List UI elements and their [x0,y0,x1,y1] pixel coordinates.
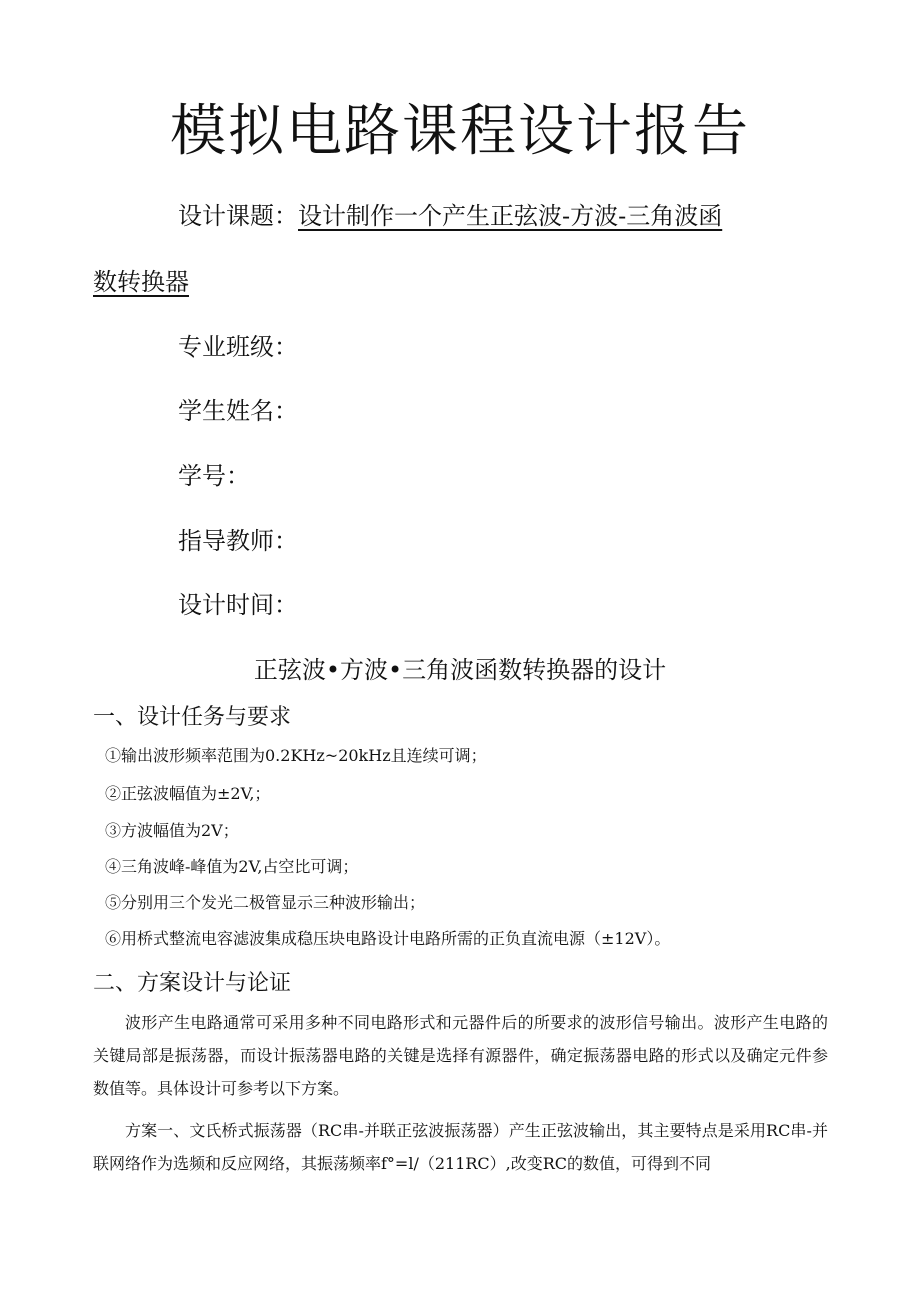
design-subtitle: 正弦波•方波•三角波函数转换器的设计 [253,656,667,684]
topic-line [178,196,722,236]
section-heading-scheme: 二、方案设计与论证 [93,971,292,996]
requirement-item: ④三角波峰-峰值为2V,占空比可调； [105,857,359,876]
topic-value: 设计制作一个产生正弦波-方波-三角波函 [298,202,723,230]
requirement-item: ③方波幅值为2V； [105,821,239,840]
field-major-class: 专业班级： [178,333,298,361]
topic-value-line2: 数转换器 [93,268,189,296]
field-student-id: 学号： [178,462,250,490]
scheme-paragraph-1: 波形产生电路通常可采用多种不同电路形式和元器件后的所要求的波形信号输出。波形产生电路的关键局部是振荡器，而设计振荡器电路的关键是选择有源器件，确定振荡器电路的形式以及确定元件参数值等。具体设计可参考以下方案。 [93,1013,828,1098]
field-design-time: 设计时间： [178,591,298,619]
topic-label: 设计课题： [178,202,298,230]
topic-value-continued [93,262,189,302]
requirement-item: ⑤分别用三个发光二极管显示三种波形输出； [105,893,426,912]
field-advisor: 指导教师： [178,527,298,555]
requirement-item: ②正弦波幅值为±2V,； [105,784,271,803]
scheme-paragraph-2: 方案一、文氏桥式振荡器（RC串-并联正弦波振荡器）产生正弦波输出，其主要特点是采用RC串-并联网络作为选频和反应网络，其振荡频率f°=l/（211RC）,改变RC的数值，可得到不同 [93,1121,828,1173]
report-title: 模拟电路课程设计报告 [170,99,750,164]
field-student-name: 学生姓名： [178,397,298,425]
requirement-item: ⑥用桥式整流电容滤波集成稳压块电路设计电路所需的正负直流电源（±12V）。 [105,929,671,948]
requirement-item: ①输出波形频率范围为0.2KHz~20kHz且连续可调； [105,746,487,765]
section-heading-requirements: 一、设计任务与要求 [93,705,292,730]
